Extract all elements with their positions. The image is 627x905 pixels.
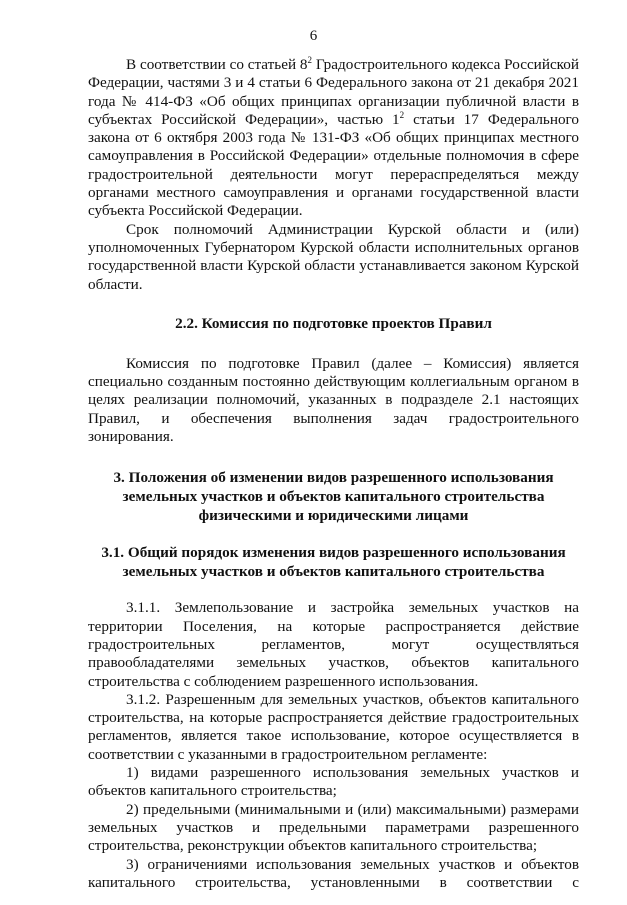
document-body — [88, 56, 579, 892]
list-item-1: 1) видами разрешенного использования земельных участков и объектов капитального строительства; — [88, 764, 579, 800]
superscript: 2 — [307, 54, 313, 65]
paragraph-3-1-1: 3.1.1. Землепользование и застройка земельных участков на территории Поселения, на которые распространяется действие градостроительных регламентов, могут осуществляться правообладателями земельных участков, объектов капитального строительства с соблюдением разрешенного использования. — [88, 599, 579, 690]
superscript: 2 — [399, 109, 405, 120]
paragraph-3-1-2: 3.1.2. Разрешенным для земельных участков, объектов капитального строительства, на которые распространяется действие градостроительных регламентов, является такое использование, которое осуществляется в соответствии с указанными в градостроительном регламенте: — [88, 690, 579, 763]
heading-line: земельных участков и объектов капитального строительства — [122, 563, 545, 581]
section-heading-2-2: 2.2. Комиссия по подготовке проектов Правил — [175, 314, 492, 332]
paragraph-commission: Комиссия по подготовке Правил (далее – Комиссия) является специально созданным постоянно действующим коллегиальным органом в целях реализации полномочий, указанных в подразделе 2.1 настоящих Правил, и обеспечения выполнения задач градостроительного зонирования. — [88, 354, 579, 446]
paragraph-text: статьи 17 Федерального закона от 6 октября 2003 года № 131-ФЗ «Об общих принципах местного самоуправления в Российской Федерации» отдельные полномочия в сфере градостроительной деятельности могут перераспределяться между органами местного самоуправления и органами государственной власти субъекта Российской Федерации. — [88, 110, 579, 220]
heading-line: 3.1. Общий порядок изменения видов разрешенного использования — [101, 544, 566, 562]
page-number: 6 — [309, 28, 318, 44]
section-heading-3-1 — [88, 543, 579, 581]
paragraph-text: В соответствии со статьей 8 — [126, 56, 308, 73]
paragraph-term-of-powers: Срок полномочий Администрации Курской области и (или) уполномоченных Губернатором Курской области исполнительных органов государственной власти Курской области устанавливается законом Курской области. — [88, 220, 579, 293]
heading-line: 3. Положения об изменении видов разрешенного использования — [113, 469, 554, 487]
paragraph-text: Градостроительного кодекса Российской Федерации, частями 3 и 4 статьи 6 Федерального закона от 21 декабря 2021 года № 414-ФЗ «Об общих принципах организации публичной власти в субъектах Российской Федерации», частью 1 — [88, 56, 580, 128]
list-item-3: 3) ограничениями использования земельных участков и объектов капитального строительства, установленными в соответствии с — [88, 855, 579, 891]
list-item-2: 2) предельными (минимальными и (или) максимальными) размерами земельных участков и предельными параметрами разрешенного строительства, реконструкции объектов капитального строительства; — [88, 800, 579, 855]
heading-line: земельных участков и объектов капитального строительства — [122, 488, 545, 506]
paragraph-competence-redistribution — [88, 56, 579, 221]
heading-line: физическими и юридическими лицами — [198, 507, 469, 525]
section-heading-3 — [88, 468, 579, 525]
